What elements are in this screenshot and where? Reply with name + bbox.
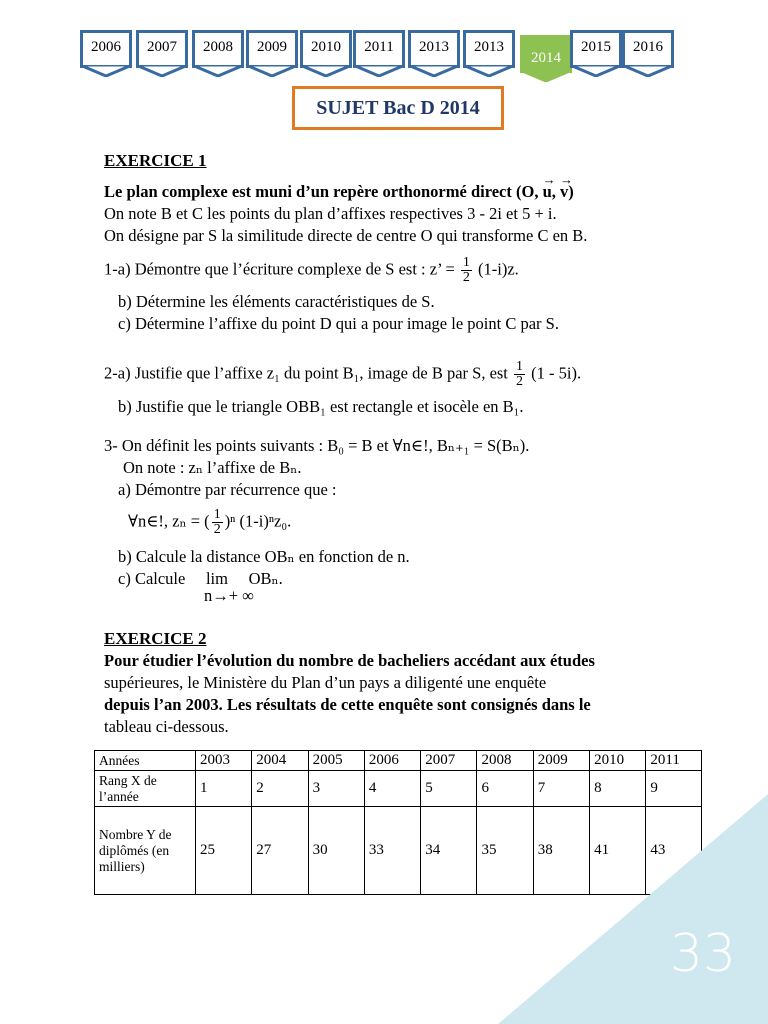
year-tab-2015[interactable]	[570, 30, 622, 68]
table-cell: 38	[533, 807, 589, 895]
row-label: Rang X de l’année	[95, 771, 196, 807]
table-cell: 8	[590, 771, 646, 807]
tab-point	[192, 65, 244, 77]
year-tab-2013[interactable]	[408, 30, 460, 68]
table-cell: 25	[196, 807, 252, 895]
year-tab-label: 2015	[581, 39, 611, 55]
q1a	[104, 256, 519, 285]
tab-point	[622, 65, 674, 77]
fraction-one-half	[514, 360, 525, 389]
year-tab-label: 2008	[203, 39, 233, 55]
table-cell: 9	[646, 771, 702, 807]
table-cell: 41	[590, 807, 646, 895]
year-tab-2006[interactable]	[80, 30, 132, 68]
table-row	[95, 751, 702, 771]
q3a-formula	[128, 508, 291, 537]
year-tab-label: 2013	[474, 39, 504, 55]
fraction-one-half	[461, 256, 472, 285]
vector-u: → u	[543, 181, 552, 203]
ex2-line-1: Pour étudier l’évolution du nombre de bacheliers accédant aux études	[104, 651, 595, 670]
q2a-end: (1 - 5i).	[531, 363, 582, 383]
tab-point	[246, 65, 298, 77]
table-cell: 35	[477, 807, 533, 895]
year-tab-label: 2009	[257, 39, 287, 55]
year-tab-2008[interactable]	[192, 30, 244, 68]
table-cell: 27	[252, 807, 308, 895]
tab-point	[520, 70, 572, 82]
table-cell: 33	[364, 807, 420, 895]
ex1-vector-separator: ,	[551, 182, 556, 201]
page-number: 33	[669, 924, 736, 984]
q2b: b) Justifie que le triangle OBB₁ est rectangle et isocèle en B₁.	[118, 397, 524, 416]
year-tab-2013[interactable]	[463, 30, 515, 68]
fraction-denominator: 2	[462, 270, 470, 285]
q3-note: On note : zₙ l’affixe de Bₙ.	[123, 458, 302, 477]
table-cell: 30	[308, 807, 364, 895]
ex1-line-3: On désigne par S la similitude directe de centre O qui transforme C en B.	[104, 226, 588, 245]
year-tab-2014[interactable]	[520, 35, 572, 73]
q1b: b) Détermine les éléments caractéristiques de S.	[118, 292, 435, 311]
q2a-text: 2-a) Justifie que l’affixe z₁ du point B₁, image de B par S, est	[104, 363, 508, 383]
formula-text: ∀n∈!, zₙ = (	[128, 511, 210, 531]
ex1-line-1	[104, 181, 574, 203]
table-cell: 3	[308, 771, 364, 807]
year-tab-2009[interactable]	[246, 30, 298, 68]
row-label: Nombre Y de diplômés (en milliers)	[95, 807, 196, 895]
corner-decoration	[498, 794, 768, 1024]
q3: 3- On définit les points suivants : B₀ = B et ∀n∈!, Bₙ₊₁ = S(Bₙ).	[104, 436, 530, 455]
table-cell: 34	[421, 807, 477, 895]
table-cell: 5	[421, 771, 477, 807]
year-tab-label: 2013	[419, 39, 449, 55]
fraction-numerator: 1	[213, 507, 221, 522]
ex2-line-2: supérieures, le Ministère du Plan d’un pays a diligenté une enquête	[104, 673, 547, 692]
year-tabs	[80, 30, 700, 90]
table-cell: 43	[646, 807, 702, 895]
table-cell: 1	[196, 771, 252, 807]
tab-point	[463, 65, 515, 77]
year-tab-2010[interactable]	[300, 30, 352, 68]
ex2-line-3: depuis l’an 2003. Les résultats de cette enquête sont consignés dans le	[104, 695, 591, 714]
table-cell: 6	[477, 771, 533, 807]
table-cell: 2008	[477, 751, 533, 771]
tab-point	[353, 65, 405, 77]
table-cell: 2010	[590, 751, 646, 771]
table-cell: 4	[364, 771, 420, 807]
fraction-denominator: 2	[516, 374, 524, 389]
fraction-numerator: 1	[516, 359, 524, 374]
table-cell: 2007	[421, 751, 477, 771]
q1c: c) Détermine l’affixe du point D qui a pour image le point C par S.	[118, 314, 559, 333]
table-cell: 7	[533, 771, 589, 807]
ex1-line-1-text: Le plan complexe est muni d’un repère orthonormé direct (O,	[104, 182, 539, 201]
year-tab-label: 2014	[531, 50, 561, 66]
tab-point	[80, 65, 132, 77]
table-cell: 2006	[364, 751, 420, 771]
ex1-line-2: On note B et C les points du plan d’affixes respectives 3 - 2i et 5 + i.	[104, 204, 557, 223]
q1a-end: (1-i)z.	[478, 259, 519, 279]
table-cell: 2011	[646, 751, 702, 771]
year-tab-2016[interactable]	[622, 30, 674, 68]
q2a	[104, 360, 581, 389]
row-label: Années	[95, 751, 196, 771]
ex1-line-1-end: )	[568, 182, 574, 201]
tab-point	[408, 65, 460, 77]
year-tab-label: 2010	[311, 39, 341, 55]
q3a: a) Démontre par récurrence que :	[118, 480, 337, 499]
year-tab-2011[interactable]	[353, 30, 405, 68]
tab-point	[136, 65, 188, 77]
tab-point	[570, 65, 622, 77]
q3c: c) Calcule lim OBₙ.	[118, 569, 283, 588]
exercise-2-heading: EXERCICE 2	[104, 629, 207, 648]
q3b: b) Calcule la distance OBₙ en fonction de n.	[118, 547, 410, 566]
exercise-1-heading: EXERCICE 1	[104, 151, 207, 170]
q3c-limit-subscript: n→+ ∞	[204, 586, 254, 605]
fraction-one-half	[212, 508, 223, 537]
fraction-denominator: 2	[213, 522, 221, 537]
year-tab-label: 2011	[364, 39, 394, 55]
vector-v: → v	[560, 181, 568, 203]
tab-point	[300, 65, 352, 77]
table-cell: 2004	[252, 751, 308, 771]
year-tab-label: 2006	[91, 39, 121, 55]
table-cell: 2005	[308, 751, 364, 771]
year-tab-label: 2007	[147, 39, 177, 55]
page-title: SUJET Bac D 2014	[292, 86, 504, 130]
formula-end: )ⁿ (1-i)ⁿz₀.	[224, 511, 292, 531]
table-cell: 2003	[196, 751, 252, 771]
table-cell: 2009	[533, 751, 589, 771]
ex2-line-4: tableau ci-dessous.	[104, 717, 229, 736]
fraction-numerator: 1	[462, 255, 470, 270]
q1a-text: 1-a) Démontre que l’écriture complexe de S est : z’ =	[104, 259, 455, 279]
year-tab-label: 2016	[633, 39, 663, 55]
table-cell: 2	[252, 771, 308, 807]
year-tab-2007[interactable]	[136, 30, 188, 68]
